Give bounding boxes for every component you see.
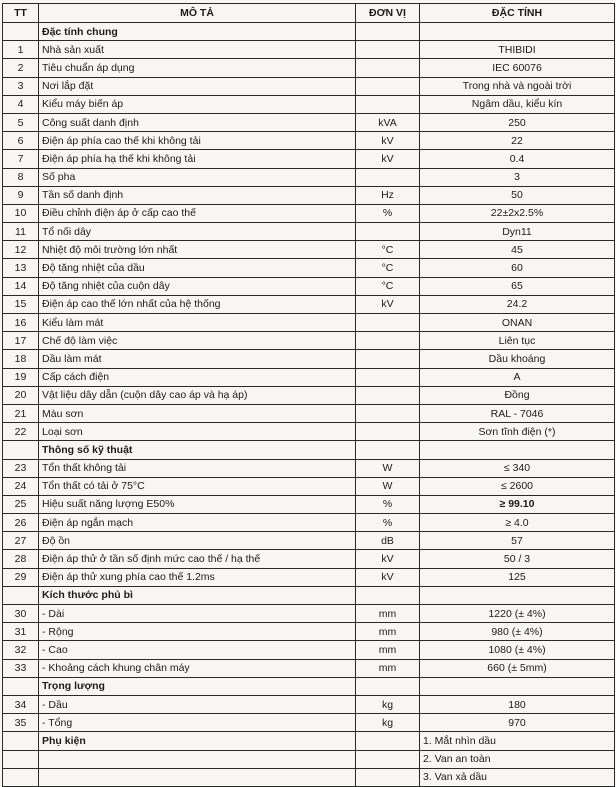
row-spec-value: ≤ 2600 xyxy=(420,477,615,495)
table-header-row xyxy=(3,4,615,23)
section-spec-cell xyxy=(420,441,615,459)
row-description: Màu sơn xyxy=(39,404,356,422)
row-unit: °C xyxy=(356,259,420,277)
row-number: 29 xyxy=(3,568,39,586)
row-number: 18 xyxy=(3,350,39,368)
section-spec-cell xyxy=(420,23,615,41)
section-title: Trọng lượng xyxy=(39,677,356,695)
row-description: Cấp cách điện xyxy=(39,368,356,386)
row-unit: °C xyxy=(356,241,420,259)
row-unit xyxy=(356,77,420,95)
table-row xyxy=(3,605,615,623)
row-spec-value: RAL - 7046 xyxy=(420,404,615,422)
row-number: 24 xyxy=(3,477,39,495)
table-row xyxy=(3,241,615,259)
table-row xyxy=(3,459,615,477)
row-description: Dầu làm mát xyxy=(39,350,356,368)
row-number xyxy=(3,768,39,786)
table-row xyxy=(3,750,615,768)
row-description: Điều chỉnh điện áp ở cấp cao thế xyxy=(39,204,356,222)
section-row xyxy=(3,677,615,695)
row-spec-value: 22 xyxy=(420,132,615,150)
row-number: 20 xyxy=(3,386,39,404)
section-title: Thông số kỹ thuật xyxy=(39,441,356,459)
section-unit-cell xyxy=(356,677,420,695)
row-number: 33 xyxy=(3,659,39,677)
section-row xyxy=(3,441,615,459)
row-unit: W xyxy=(356,477,420,495)
row-description: Điện áp phía cao thế khi không tải xyxy=(39,132,356,150)
row-description: Tần số danh định xyxy=(39,186,356,204)
row-number: 13 xyxy=(3,259,39,277)
header-spec: ĐẶC TÍNH xyxy=(420,4,615,23)
row-number: 23 xyxy=(3,459,39,477)
table-row xyxy=(3,386,615,404)
row-number: 5 xyxy=(3,113,39,131)
table-row xyxy=(3,259,615,277)
row-description: Nhà sản xuất xyxy=(39,41,356,59)
row-unit: kV xyxy=(356,550,420,568)
table-row xyxy=(3,295,615,313)
row-description: Phụ kiện xyxy=(39,732,356,750)
row-number: 11 xyxy=(3,223,39,241)
row-unit xyxy=(356,368,420,386)
table-row xyxy=(3,477,615,495)
table-row xyxy=(3,150,615,168)
row-spec-value: 180 xyxy=(420,695,615,713)
row-unit xyxy=(356,350,420,368)
row-description: - Khoảng cách khung chân máy xyxy=(39,659,356,677)
row-description: - Rộng xyxy=(39,623,356,641)
row-description: Tổn thất có tải ở 75°C xyxy=(39,477,356,495)
row-spec-value: 3. Van xả dầu xyxy=(420,768,615,786)
table-row xyxy=(3,41,615,59)
row-spec-value: 22±2x2.5% xyxy=(420,204,615,222)
table-row xyxy=(3,568,615,586)
row-number: 15 xyxy=(3,295,39,313)
section-title: Kích thước phủ bì xyxy=(39,586,356,604)
header-tt: TT xyxy=(3,4,39,23)
table-row xyxy=(3,695,615,713)
table-row xyxy=(3,495,615,513)
row-spec-value: Dầu khoáng xyxy=(420,350,615,368)
row-description: - Tổng xyxy=(39,714,356,732)
row-spec-value: ≥ 99.10 xyxy=(420,495,615,513)
table-row xyxy=(3,168,615,186)
row-unit: °C xyxy=(356,277,420,295)
section-tt-cell xyxy=(3,23,39,41)
row-description: Chế độ làm việc xyxy=(39,332,356,350)
table-row xyxy=(3,113,615,131)
table-row xyxy=(3,659,615,677)
row-number: 2 xyxy=(3,59,39,77)
row-description: Tiêu chuẩn áp dụng xyxy=(39,59,356,77)
row-description: Điện áp cao thế lớn nhất của hệ thống xyxy=(39,295,356,313)
row-unit: % xyxy=(356,495,420,513)
table-row xyxy=(3,223,615,241)
table-row xyxy=(3,714,615,732)
row-number: 4 xyxy=(3,95,39,113)
row-description: Độ tăng nhiệt của dầu xyxy=(39,259,356,277)
row-number xyxy=(3,732,39,750)
row-spec-value: 65 xyxy=(420,277,615,295)
row-unit: Hz xyxy=(356,186,420,204)
section-tt-cell xyxy=(3,441,39,459)
row-unit: mm xyxy=(356,641,420,659)
row-spec-value: Sơn tĩnh điện (*) xyxy=(420,423,615,441)
row-description: Công suất danh định xyxy=(39,113,356,131)
row-unit: kg xyxy=(356,695,420,713)
row-unit xyxy=(356,732,420,750)
row-description: Điện áp ngắn mạch xyxy=(39,514,356,532)
row-spec-value: 57 xyxy=(420,532,615,550)
row-description: - Dầu xyxy=(39,695,356,713)
row-number: 27 xyxy=(3,532,39,550)
row-number: 1 xyxy=(3,41,39,59)
row-spec-value: 980 (± 4%) xyxy=(420,623,615,641)
table-row xyxy=(3,368,615,386)
table-row xyxy=(3,332,615,350)
table-row xyxy=(3,532,615,550)
row-number: 3 xyxy=(3,77,39,95)
table-row xyxy=(3,514,615,532)
section-row xyxy=(3,23,615,41)
row-spec-value: Trong nhà và ngoài trời xyxy=(420,77,615,95)
row-number: 26 xyxy=(3,514,39,532)
row-unit: kg xyxy=(356,714,420,732)
row-unit xyxy=(356,750,420,768)
row-number: 14 xyxy=(3,277,39,295)
row-description: - Cao xyxy=(39,641,356,659)
row-unit: kV xyxy=(356,295,420,313)
row-unit xyxy=(356,168,420,186)
row-number: 30 xyxy=(3,605,39,623)
row-spec-value: 60 xyxy=(420,259,615,277)
row-unit xyxy=(356,423,420,441)
row-unit: % xyxy=(356,514,420,532)
row-number: 17 xyxy=(3,332,39,350)
row-description xyxy=(39,750,356,768)
table-row xyxy=(3,768,615,786)
table-row xyxy=(3,350,615,368)
row-description: Điện áp phía hạ thế khi không tải xyxy=(39,150,356,168)
row-number: 28 xyxy=(3,550,39,568)
row-description: Tổ nối dây xyxy=(39,223,356,241)
section-spec-cell xyxy=(420,677,615,695)
row-number: 35 xyxy=(3,714,39,732)
section-row xyxy=(3,586,615,604)
table-row xyxy=(3,77,615,95)
row-description: - Dài xyxy=(39,605,356,623)
row-unit: mm xyxy=(356,623,420,641)
row-unit xyxy=(356,314,420,332)
row-unit: % xyxy=(356,204,420,222)
row-number: 10 xyxy=(3,204,39,222)
row-number: 34 xyxy=(3,695,39,713)
row-spec-value: A xyxy=(420,368,615,386)
row-number: 7 xyxy=(3,150,39,168)
row-spec-value: 45 xyxy=(420,241,615,259)
row-spec-value: 125 xyxy=(420,568,615,586)
row-spec-value: 1080 (± 4%) xyxy=(420,641,615,659)
row-spec-value: 24.2 xyxy=(420,295,615,313)
header-description: MÔ TẢ xyxy=(39,4,356,23)
section-tt-cell xyxy=(3,677,39,695)
table-row xyxy=(3,404,615,422)
row-unit: kV xyxy=(356,132,420,150)
row-unit: kV xyxy=(356,568,420,586)
row-unit xyxy=(356,59,420,77)
row-number: 6 xyxy=(3,132,39,150)
row-description: Kiểu làm mát xyxy=(39,314,356,332)
row-spec-value: ≥ 4.0 xyxy=(420,514,615,532)
row-description: Điện áp thử xung phía cao thế 1.2ms xyxy=(39,568,356,586)
row-unit xyxy=(356,404,420,422)
row-spec-value: ONAN xyxy=(420,314,615,332)
row-spec-value: THIBIDI xyxy=(420,41,615,59)
row-number: 22 xyxy=(3,423,39,441)
row-description: Vật liệu dây dẫn (cuộn dây cao áp và hạ áp) xyxy=(39,386,356,404)
row-number: 9 xyxy=(3,186,39,204)
row-number: 21 xyxy=(3,404,39,422)
row-spec-value: 250 xyxy=(420,113,615,131)
row-unit: W xyxy=(356,459,420,477)
row-unit xyxy=(356,768,420,786)
table-row xyxy=(3,59,615,77)
section-spec-cell xyxy=(420,586,615,604)
table-row xyxy=(3,641,615,659)
row-spec-value: 1220 (± 4%) xyxy=(420,605,615,623)
table-row xyxy=(3,132,615,150)
row-description: Loại sơn xyxy=(39,423,356,441)
table-body xyxy=(3,23,615,787)
table-row xyxy=(3,95,615,113)
row-spec-value: ≤ 340 xyxy=(420,459,615,477)
row-unit: kV xyxy=(356,150,420,168)
row-spec-value: 2. Van an toàn xyxy=(420,750,615,768)
row-spec-value: 3 xyxy=(420,168,615,186)
row-unit xyxy=(356,332,420,350)
row-spec-value: IEC 60076 xyxy=(420,59,615,77)
row-number: 25 xyxy=(3,495,39,513)
row-description: Độ ồn xyxy=(39,532,356,550)
table-row xyxy=(3,314,615,332)
row-spec-value: Liên tục xyxy=(420,332,615,350)
row-unit xyxy=(356,41,420,59)
section-unit-cell xyxy=(356,441,420,459)
header-unit: ĐƠN VỊ xyxy=(356,4,420,23)
row-spec-value: 50 xyxy=(420,186,615,204)
row-spec-value: 660 (± 5mm) xyxy=(420,659,615,677)
row-spec-value: 50 / 3 xyxy=(420,550,615,568)
row-spec-value: 970 xyxy=(420,714,615,732)
row-description xyxy=(39,768,356,786)
section-unit-cell xyxy=(356,586,420,604)
section-unit-cell xyxy=(356,23,420,41)
row-number: 31 xyxy=(3,623,39,641)
row-unit: mm xyxy=(356,659,420,677)
spec-table xyxy=(2,3,615,787)
section-title: Đặc tính chung xyxy=(39,23,356,41)
row-number xyxy=(3,750,39,768)
row-unit: mm xyxy=(356,605,420,623)
row-unit xyxy=(356,223,420,241)
row-number: 16 xyxy=(3,314,39,332)
table-row xyxy=(3,204,615,222)
row-description: Tổn thất không tải xyxy=(39,459,356,477)
row-number: 8 xyxy=(3,168,39,186)
row-number: 19 xyxy=(3,368,39,386)
table-row xyxy=(3,623,615,641)
row-description: Nhiệt độ môi trường lớn nhất xyxy=(39,241,356,259)
row-number: 32 xyxy=(3,641,39,659)
table-row xyxy=(3,732,615,750)
row-description: Hiệu suất năng lượng E50% xyxy=(39,495,356,513)
row-description: Độ tăng nhiệt của cuộn dây xyxy=(39,277,356,295)
section-tt-cell xyxy=(3,586,39,604)
row-unit xyxy=(356,386,420,404)
row-spec-value: 0.4 xyxy=(420,150,615,168)
row-description: Điện áp thử ở tần số định mức cao thế / hạ thế xyxy=(39,550,356,568)
row-description: Số pha xyxy=(39,168,356,186)
row-spec-value: Đồng xyxy=(420,386,615,404)
table-row xyxy=(3,550,615,568)
row-spec-value: Dyn11 xyxy=(420,223,615,241)
row-spec-value: Ngâm dầu, kiểu kín xyxy=(420,95,615,113)
row-unit: kVA xyxy=(356,113,420,131)
table-row xyxy=(3,277,615,295)
row-number: 12 xyxy=(3,241,39,259)
row-unit: dB xyxy=(356,532,420,550)
row-spec-value: 1. Mắt nhìn dầu xyxy=(420,732,615,750)
table-row xyxy=(3,186,615,204)
table-row xyxy=(3,423,615,441)
row-unit xyxy=(356,95,420,113)
row-description: Kiểu máy biến áp xyxy=(39,95,356,113)
row-description: Nơi lắp đặt xyxy=(39,77,356,95)
